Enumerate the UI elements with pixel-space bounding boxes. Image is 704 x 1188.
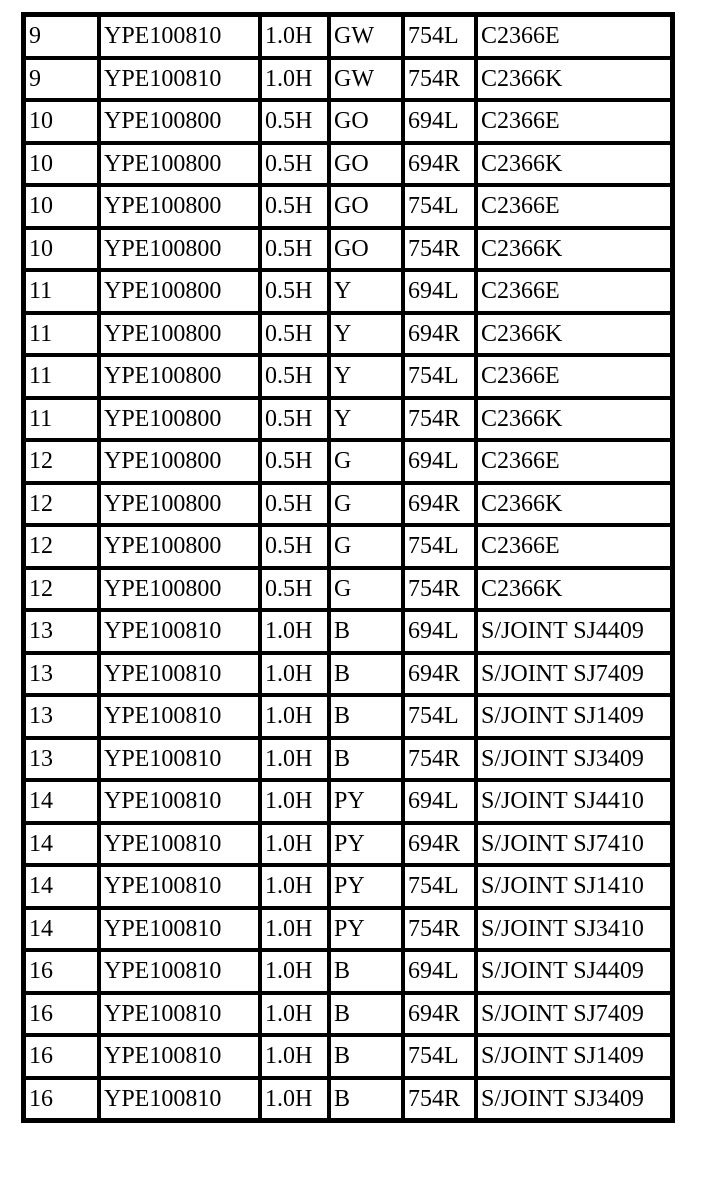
table-row [24, 58, 672, 101]
table-row [24, 355, 672, 398]
hour-cell: 1.0H [260, 823, 329, 866]
table-row [24, 738, 672, 781]
item-number-cell: 13 [24, 695, 99, 738]
color-code-cell: GW [329, 15, 403, 58]
side-code-cell: 754R [403, 1078, 476, 1121]
part-number-cell: YPE100810 [99, 993, 260, 1036]
side-code-cell: 694R [403, 823, 476, 866]
table-row [24, 993, 672, 1036]
component-cell: S/JOINT SJ3409 [476, 1078, 672, 1121]
table-row [24, 440, 672, 483]
item-number-cell: 9 [24, 15, 99, 58]
item-number-cell: 12 [24, 568, 99, 611]
color-code-cell: Y [329, 355, 403, 398]
table-row [24, 185, 672, 228]
hour-cell: 1.0H [260, 15, 329, 58]
hour-cell: 0.5H [260, 568, 329, 611]
component-cell: C2366E [476, 185, 672, 228]
table-row [24, 610, 672, 653]
hour-cell: 0.5H [260, 483, 329, 526]
side-code-cell: 754L [403, 1035, 476, 1078]
side-code-cell: 694R [403, 483, 476, 526]
hour-cell: 1.0H [260, 610, 329, 653]
part-number-cell: YPE100800 [99, 228, 260, 271]
item-number-cell: 12 [24, 440, 99, 483]
color-code-cell: B [329, 738, 403, 781]
component-cell: C2366E [476, 355, 672, 398]
color-code-cell: Y [329, 398, 403, 441]
table-row [24, 695, 672, 738]
item-number-cell: 14 [24, 780, 99, 823]
color-code-cell: GO [329, 143, 403, 186]
table-row [24, 143, 672, 186]
color-code-cell: PY [329, 865, 403, 908]
item-number-cell: 16 [24, 1035, 99, 1078]
side-code-cell: 694L [403, 950, 476, 993]
hour-cell: 1.0H [260, 653, 329, 696]
hour-cell: 1.0H [260, 1078, 329, 1121]
color-code-cell: G [329, 568, 403, 611]
hour-cell: 0.5H [260, 355, 329, 398]
hour-cell: 0.5H [260, 100, 329, 143]
side-code-cell: 694R [403, 143, 476, 186]
part-number-cell: YPE100810 [99, 610, 260, 653]
color-code-cell: PY [329, 908, 403, 951]
color-code-cell: B [329, 610, 403, 653]
part-number-cell: YPE100810 [99, 738, 260, 781]
component-cell: S/JOINT SJ4410 [476, 780, 672, 823]
component-cell: C2366K [476, 568, 672, 611]
hour-cell: 1.0H [260, 908, 329, 951]
hour-cell: 0.5H [260, 270, 329, 313]
part-number-cell: YPE100800 [99, 398, 260, 441]
item-number-cell: 10 [24, 143, 99, 186]
component-cell: C2366K [476, 143, 672, 186]
table-row [24, 950, 672, 993]
hour-cell: 0.5H [260, 228, 329, 271]
item-number-cell: 14 [24, 823, 99, 866]
component-cell: C2366K [476, 483, 672, 526]
color-code-cell: Y [329, 313, 403, 356]
side-code-cell: 694L [403, 270, 476, 313]
item-number-cell: 16 [24, 950, 99, 993]
component-cell: C2366K [476, 228, 672, 271]
side-code-cell: 694R [403, 313, 476, 356]
part-number-cell: YPE100800 [99, 483, 260, 526]
component-cell: C2366K [476, 313, 672, 356]
side-code-cell: 754L [403, 15, 476, 58]
color-code-cell: B [329, 993, 403, 1036]
part-number-cell: YPE100800 [99, 143, 260, 186]
item-number-cell: 14 [24, 865, 99, 908]
color-code-cell: B [329, 653, 403, 696]
table-row [24, 525, 672, 568]
component-cell: S/JOINT SJ3410 [476, 908, 672, 951]
color-code-cell: GO [329, 185, 403, 228]
part-number-cell: YPE100810 [99, 58, 260, 101]
item-number-cell: 10 [24, 185, 99, 228]
item-number-cell: 13 [24, 610, 99, 653]
color-code-cell: G [329, 525, 403, 568]
item-number-cell: 16 [24, 1078, 99, 1121]
item-number-cell: 11 [24, 270, 99, 313]
side-code-cell: 754L [403, 525, 476, 568]
item-number-cell: 11 [24, 398, 99, 441]
table-body [24, 15, 672, 1120]
color-code-cell: G [329, 440, 403, 483]
hour-cell: 0.5H [260, 185, 329, 228]
table-row [24, 568, 672, 611]
part-number-cell: YPE100800 [99, 270, 260, 313]
hour-cell: 1.0H [260, 865, 329, 908]
side-code-cell: 754L [403, 695, 476, 738]
table-row [24, 483, 672, 526]
side-code-cell: 694L [403, 610, 476, 653]
table-row [24, 270, 672, 313]
side-code-cell: 754L [403, 355, 476, 398]
side-code-cell: 754R [403, 58, 476, 101]
table-row [24, 15, 672, 58]
color-code-cell: G [329, 483, 403, 526]
part-number-cell: YPE100800 [99, 525, 260, 568]
table-row [24, 823, 672, 866]
part-number-cell: YPE100810 [99, 653, 260, 696]
part-number-cell: YPE100800 [99, 355, 260, 398]
hour-cell: 0.5H [260, 525, 329, 568]
hour-cell: 1.0H [260, 950, 329, 993]
hour-cell: 0.5H [260, 440, 329, 483]
side-code-cell: 754R [403, 228, 476, 271]
item-number-cell: 14 [24, 908, 99, 951]
item-number-cell: 13 [24, 738, 99, 781]
component-cell: C2366E [476, 440, 672, 483]
hour-cell: 1.0H [260, 738, 329, 781]
part-number-cell: YPE100800 [99, 100, 260, 143]
component-cell: S/JOINT SJ7410 [476, 823, 672, 866]
hour-cell: 0.5H [260, 313, 329, 356]
hour-cell: 1.0H [260, 1035, 329, 1078]
color-code-cell: B [329, 1035, 403, 1078]
component-cell: C2366E [476, 15, 672, 58]
hour-cell: 1.0H [260, 993, 329, 1036]
part-number-cell: YPE100800 [99, 313, 260, 356]
side-code-cell: 754L [403, 865, 476, 908]
part-number-cell: YPE100810 [99, 1078, 260, 1121]
item-number-cell: 9 [24, 58, 99, 101]
component-cell: C2366K [476, 398, 672, 441]
color-code-cell: GW [329, 58, 403, 101]
item-number-cell: 12 [24, 483, 99, 526]
table-row [24, 1078, 672, 1121]
component-cell: S/JOINT SJ4409 [476, 610, 672, 653]
part-number-cell: YPE100810 [99, 950, 260, 993]
component-cell: S/JOINT SJ4409 [476, 950, 672, 993]
table-row [24, 780, 672, 823]
part-number-cell: YPE100810 [99, 780, 260, 823]
table-row [24, 908, 672, 951]
component-cell: S/JOINT SJ7409 [476, 653, 672, 696]
part-number-cell: YPE100810 [99, 823, 260, 866]
hour-cell: 1.0H [260, 695, 329, 738]
table-row [24, 313, 672, 356]
component-cell: C2366E [476, 100, 672, 143]
data-table [21, 12, 675, 1123]
table-row [24, 100, 672, 143]
side-code-cell: 694L [403, 440, 476, 483]
item-number-cell: 11 [24, 355, 99, 398]
side-code-cell: 694L [403, 780, 476, 823]
item-number-cell: 12 [24, 525, 99, 568]
item-number-cell: 13 [24, 653, 99, 696]
side-code-cell: 754R [403, 908, 476, 951]
table-row [24, 398, 672, 441]
part-number-cell: YPE100810 [99, 908, 260, 951]
color-code-cell: PY [329, 823, 403, 866]
side-code-cell: 754R [403, 738, 476, 781]
hour-cell: 1.0H [260, 58, 329, 101]
item-number-cell: 10 [24, 228, 99, 271]
item-number-cell: 11 [24, 313, 99, 356]
component-cell: C2366K [476, 58, 672, 101]
table-row [24, 865, 672, 908]
side-code-cell: 754R [403, 568, 476, 611]
component-cell: C2366E [476, 525, 672, 568]
color-code-cell: PY [329, 780, 403, 823]
color-code-cell: B [329, 695, 403, 738]
part-number-cell: YPE100810 [99, 695, 260, 738]
color-code-cell: B [329, 950, 403, 993]
table-row [24, 653, 672, 696]
part-number-cell: YPE100810 [99, 15, 260, 58]
component-cell: C2366E [476, 270, 672, 313]
hour-cell: 0.5H [260, 143, 329, 186]
item-number-cell: 16 [24, 993, 99, 1036]
color-code-cell: B [329, 1078, 403, 1121]
part-number-cell: YPE100810 [99, 1035, 260, 1078]
component-cell: S/JOINT SJ1410 [476, 865, 672, 908]
component-cell: S/JOINT SJ3409 [476, 738, 672, 781]
component-cell: S/JOINT SJ1409 [476, 695, 672, 738]
side-code-cell: 754L [403, 185, 476, 228]
hour-cell: 0.5H [260, 398, 329, 441]
part-number-cell: YPE100800 [99, 568, 260, 611]
side-code-cell: 754R [403, 398, 476, 441]
color-code-cell: Y [329, 270, 403, 313]
component-cell: S/JOINT SJ1409 [476, 1035, 672, 1078]
color-code-cell: GO [329, 100, 403, 143]
color-code-cell: GO [329, 228, 403, 271]
part-number-cell: YPE100800 [99, 185, 260, 228]
side-code-cell: 694L [403, 100, 476, 143]
hour-cell: 1.0H [260, 780, 329, 823]
table-row [24, 1035, 672, 1078]
component-cell: S/JOINT SJ7409 [476, 993, 672, 1036]
part-number-cell: YPE100800 [99, 440, 260, 483]
side-code-cell: 694R [403, 993, 476, 1036]
table-row [24, 228, 672, 271]
item-number-cell: 10 [24, 100, 99, 143]
side-code-cell: 694R [403, 653, 476, 696]
part-number-cell: YPE100810 [99, 865, 260, 908]
